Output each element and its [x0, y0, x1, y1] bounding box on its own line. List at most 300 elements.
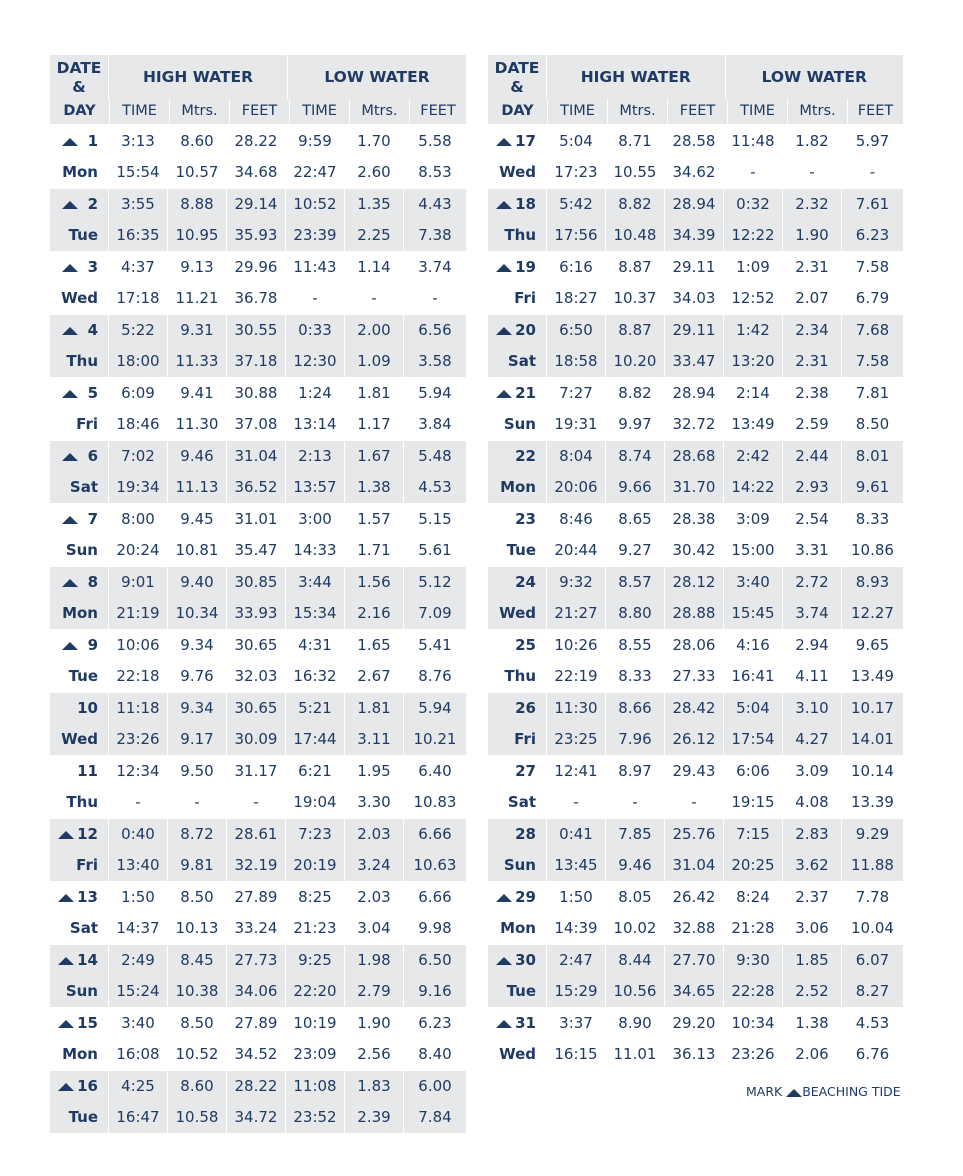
high-time-cell: 5:04 [547, 126, 606, 157]
low-mtrs-cell: 2.03 [345, 882, 404, 913]
table-row [50, 976, 466, 1007]
table-row [50, 1039, 466, 1070]
high-mtrs-cell: 10.37 [606, 283, 665, 314]
high-time-cell: 20:24 [109, 535, 168, 566]
table-row [488, 315, 903, 346]
day-number [488, 945, 547, 976]
table-row [50, 283, 466, 314]
low-feet-cell: 6.23 [418, 1014, 452, 1032]
low-mtrs-cell: 1.81 [345, 693, 404, 724]
day-group [488, 693, 903, 755]
high-feet-cell: 29.11 [665, 315, 724, 346]
low-mtrs-cell: 1.65 [345, 630, 404, 661]
high-mtrs-cell: 9.66 [606, 472, 665, 503]
low-feet-cell: 7.68 [855, 321, 890, 339]
high-time-cell: 15:24 [109, 976, 168, 1007]
low-mtrs-cell: 1.57 [345, 504, 404, 535]
day-number-value: 5 [87, 384, 98, 402]
low-time-cell: 9:30 [724, 945, 783, 976]
day-name: Sun [50, 976, 109, 1007]
day-number-value: 18 [515, 195, 536, 213]
high-mtrs-cell: 11.13 [168, 472, 227, 503]
day-name: Sun [50, 535, 109, 566]
low-time-cell: 1:24 [286, 378, 345, 409]
low-mtrs-cell: 1.38 [345, 472, 404, 503]
low-mtrs-cell: 2.38 [783, 378, 842, 409]
high-feet-cell: 25.76 [665, 819, 724, 850]
day-number: 28 [488, 819, 547, 850]
table-header [488, 55, 903, 99]
day-number [50, 1071, 109, 1102]
table-row [488, 819, 903, 850]
high-feet-cell: 29.96 [227, 252, 286, 283]
low-feet-cell: 5.12 [418, 573, 452, 591]
high-mtrs-cell: 8.57 [606, 567, 665, 598]
high-time-cell: 17:56 [547, 220, 606, 251]
high-mtrs-cell: 8.72 [168, 819, 227, 850]
high-mtrs-cell: 9.34 [168, 630, 227, 661]
day-number [488, 1008, 547, 1039]
low-time-cell: 10:52 [286, 189, 345, 220]
high-feet-cell: 27.89 [227, 882, 286, 913]
high-time-col-header: TIME [548, 99, 608, 124]
high-mtrs-cell: 10.58 [168, 1102, 227, 1133]
high-time-cell: 15:29 [547, 976, 606, 1007]
high-feet-cell: - [665, 787, 724, 818]
day-name: Tue [488, 535, 547, 566]
table-row [50, 787, 466, 818]
day-group [50, 756, 466, 818]
high-mtrs-cell: 8.50 [168, 1008, 227, 1039]
date-day-header: DATE & [50, 55, 109, 99]
high-feet-cell: 31.04 [227, 441, 286, 472]
low-mtrs-cell: 2.37 [783, 882, 842, 913]
table-row [488, 189, 903, 220]
high-time-cell: - [109, 787, 168, 818]
day-name: Mon [488, 913, 547, 944]
low-time-cell: 23:26 [724, 1039, 783, 1070]
low-feet-cell: 10.83 [413, 793, 457, 811]
day-number [50, 945, 109, 976]
day-number-value: 31 [515, 1014, 536, 1032]
low-time-cell: 1:42 [724, 315, 783, 346]
high-time-cell: 23:25 [547, 724, 606, 755]
low-time-cell: 21:28 [724, 913, 783, 944]
low-mtrs-cell: 2.44 [783, 441, 842, 472]
low-time-cell: 13:57 [286, 472, 345, 503]
day-number-value: 8 [87, 573, 98, 591]
low-time-cell: 12:52 [724, 283, 783, 314]
low-mtrs-cell: 1.81 [345, 378, 404, 409]
low-time-cell: - [724, 157, 783, 188]
table-row [488, 882, 903, 913]
day-group [488, 441, 903, 503]
legend-beaching-label: BEACHING TIDE [802, 1084, 901, 1099]
high-feet-cell: 29.20 [665, 1008, 724, 1039]
high-feet-cell: 31.70 [665, 472, 724, 503]
high-feet-cell: 28.94 [665, 378, 724, 409]
high-feet-cell: 37.08 [227, 409, 286, 440]
table-row [50, 315, 466, 346]
beaching-tide-icon [58, 894, 74, 902]
low-time-cell: 3:09 [724, 504, 783, 535]
day-name: Sun [488, 409, 547, 440]
low-time-col-header: TIME [290, 99, 350, 124]
low-time-cell: - [286, 283, 345, 314]
beaching-tide-legend [746, 1084, 901, 1099]
low-time-col-header: TIME [728, 99, 788, 124]
low-mtrs-cell: 2.31 [783, 346, 842, 377]
table-row [50, 724, 466, 755]
day-name: Sat [50, 472, 109, 503]
day-group [50, 1008, 466, 1070]
high-feet-cell: 34.03 [665, 283, 724, 314]
low-time-cell: 8:25 [286, 882, 345, 913]
low-time-cell: 10:34 [724, 1008, 783, 1039]
low-mtrs-cell: - [783, 157, 842, 188]
table-body [50, 126, 466, 1133]
low-mtrs-cell: 2.00 [345, 315, 404, 346]
low-feet-cell: 9.16 [418, 982, 452, 1000]
high-feet-cell: 28.42 [665, 693, 724, 724]
table-row [488, 346, 903, 377]
low-time-cell: 23:52 [286, 1102, 345, 1133]
low-mtrs-cell: 1.70 [345, 126, 404, 157]
high-mtrs-cell: 8.90 [606, 1008, 665, 1039]
low-feet-cell: 10.86 [851, 541, 894, 559]
low-feet-cell: 14.01 [851, 730, 894, 748]
low-mtrs-cell: 1.71 [345, 535, 404, 566]
high-mtrs-cell: 8.44 [606, 945, 665, 976]
beaching-tide-icon [58, 1020, 74, 1028]
day-number-value: 3 [87, 258, 98, 276]
day-group [488, 1008, 903, 1070]
table-row [50, 126, 466, 157]
low-feet-cell: 11.88 [851, 856, 894, 874]
table-row [488, 661, 903, 692]
tide-table-left [50, 55, 466, 1133]
high-time-col-header: TIME [110, 99, 170, 124]
low-mtrs-cell: 1.38 [783, 1008, 842, 1039]
low-feet-cell: 5.61 [418, 541, 452, 559]
day-number-value: 17 [515, 132, 536, 150]
day-name: Wed [488, 157, 547, 188]
high-water-header: HIGH WATER [109, 55, 288, 99]
high-time-cell: 16:15 [547, 1039, 606, 1070]
low-time-cell: 14:22 [724, 472, 783, 503]
table-row [488, 441, 903, 472]
high-time-cell: 22:18 [109, 661, 168, 692]
high-mtrs-cell: 11.01 [606, 1039, 665, 1070]
low-mtrs-cell: 2.60 [345, 157, 404, 188]
table-row [50, 661, 466, 692]
day-name: Mon [50, 598, 109, 629]
beaching-tide-icon [496, 390, 512, 398]
low-feet-cell: 7.58 [855, 258, 890, 276]
beaching-tide-icon [62, 516, 78, 524]
high-time-cell: 9:32 [547, 567, 606, 598]
day-number-value: 1 [87, 132, 98, 150]
high-feet-cell: 30.65 [227, 630, 286, 661]
day-number-value: 4 [87, 321, 98, 339]
low-time-cell: 11:48 [724, 126, 783, 157]
low-time-cell: 12:30 [286, 346, 345, 377]
high-time-cell: 6:50 [547, 315, 606, 346]
table-subheader [488, 99, 903, 125]
low-time-cell: 20:25 [724, 850, 783, 881]
beaching-tide-icon [496, 327, 512, 335]
high-feet-cell: 35.47 [227, 535, 286, 566]
high-mtrs-cell: 8.33 [606, 661, 665, 692]
day-group [488, 756, 903, 818]
low-feet-cell: 6.79 [855, 289, 890, 307]
table-row [50, 913, 466, 944]
day-group [488, 819, 903, 881]
low-feet-cell: 5.58 [418, 132, 452, 150]
high-mtrs-cell: 8.87 [606, 252, 665, 283]
day-number [488, 126, 547, 157]
low-feet-cell: 7.84 [418, 1108, 452, 1126]
low-mtrs-col-header: Mtrs. [350, 99, 410, 124]
day-name: Fri [488, 283, 547, 314]
day-number-value: 19 [515, 258, 536, 276]
table-row [50, 346, 466, 377]
day-name: Tue [50, 220, 109, 251]
table-row [488, 1039, 903, 1070]
high-time-cell: 18:27 [547, 283, 606, 314]
high-time-cell: 1:50 [547, 882, 606, 913]
low-feet-cell: 5.48 [418, 447, 452, 465]
high-feet-cell: 29.43 [665, 756, 724, 787]
day-name: Wed [488, 1039, 547, 1070]
day-number [50, 126, 109, 157]
low-mtrs-cell: 1.95 [345, 756, 404, 787]
low-time-cell: 13:14 [286, 409, 345, 440]
table-row [488, 693, 903, 724]
table-row [488, 378, 903, 409]
high-time-cell: 11:18 [109, 693, 168, 724]
day-group [50, 504, 466, 566]
high-time-cell: 17:23 [547, 157, 606, 188]
high-time-cell: 14:37 [109, 913, 168, 944]
low-time-cell: 15:00 [724, 535, 783, 566]
low-feet-cell: 13.39 [851, 793, 894, 811]
high-feet-cell: 28.88 [665, 598, 724, 629]
table-row [488, 409, 903, 440]
low-mtrs-cell: 2.07 [783, 283, 842, 314]
high-feet-cell: 31.04 [665, 850, 724, 881]
high-time-cell: 20:06 [547, 472, 606, 503]
day-name: Sat [50, 913, 109, 944]
low-feet-cell: 8.53 [418, 163, 452, 181]
beaching-tide-icon [62, 642, 78, 650]
high-time-cell: 4:25 [109, 1071, 168, 1102]
low-feet-cell: 7.38 [418, 226, 452, 244]
low-time-cell: 16:41 [724, 661, 783, 692]
low-mtrs-cell: 3.06 [783, 913, 842, 944]
beaching-tide-icon [58, 957, 74, 965]
low-mtrs-cell: 2.59 [783, 409, 842, 440]
low-mtrs-cell: 2.52 [783, 976, 842, 1007]
low-mtrs-cell: 1.85 [783, 945, 842, 976]
high-feet-cell: 34.06 [227, 976, 286, 1007]
day-number-value: 20 [515, 321, 536, 339]
day-group [50, 567, 466, 629]
day-number-value: 9 [87, 636, 98, 654]
low-mtrs-cell: 2.79 [345, 976, 404, 1007]
day-name: Thu [50, 346, 109, 377]
high-mtrs-cell: 10.95 [168, 220, 227, 251]
high-feet-cell: 28.12 [665, 567, 724, 598]
beaching-tide-icon [62, 264, 78, 272]
high-time-cell: 5:22 [109, 315, 168, 346]
day-number: 10 [50, 693, 109, 724]
high-mtrs-cell: 10.56 [606, 976, 665, 1007]
table-row [488, 630, 903, 661]
day-name: Wed [50, 724, 109, 755]
high-feet-cell: 27.73 [227, 945, 286, 976]
low-time-cell: 10:19 [286, 1008, 345, 1039]
day-number [488, 378, 547, 409]
day-number: 25 [488, 630, 547, 661]
low-feet-cell: 8.27 [855, 982, 890, 1000]
day-number: 27 [488, 756, 547, 787]
table-row [50, 630, 466, 661]
low-mtrs-cell: 4.08 [783, 787, 842, 818]
day-number [50, 819, 109, 850]
day-group [50, 378, 466, 440]
day-group [488, 315, 903, 377]
low-mtrs-cell: 3.30 [345, 787, 404, 818]
high-time-cell: 6:16 [547, 252, 606, 283]
low-time-cell: 15:45 [724, 598, 783, 629]
high-time-cell: 16:08 [109, 1039, 168, 1070]
low-feet-cell: 9.29 [855, 825, 890, 843]
table-row [488, 157, 903, 188]
high-time-cell: 0:41 [547, 819, 606, 850]
low-mtrs-cell: 1.67 [345, 441, 404, 472]
day-group [488, 567, 903, 629]
high-mtrs-cell: 10.20 [606, 346, 665, 377]
high-time-cell: 22:19 [547, 661, 606, 692]
high-time-cell: 13:45 [547, 850, 606, 881]
day-number-value: 13 [77, 888, 98, 906]
high-mtrs-cell: 10.13 [168, 913, 227, 944]
day-name: Thu [488, 661, 547, 692]
day-number-value: 21 [515, 384, 536, 402]
high-mtrs-cell: 8.60 [168, 126, 227, 157]
low-time-cell: 7:15 [724, 819, 783, 850]
low-water-header: LOW WATER [761, 68, 867, 86]
high-feet-col-header: FEET [668, 99, 728, 124]
day-group [50, 252, 466, 314]
low-feet-cell: 10.63 [413, 856, 457, 874]
high-mtrs-cell: 10.38 [168, 976, 227, 1007]
low-time-cell: 2:14 [724, 378, 783, 409]
day-number-value: 30 [515, 951, 536, 969]
high-time-cell: 13:40 [109, 850, 168, 881]
high-feet-cell: 33.93 [227, 598, 286, 629]
high-mtrs-cell: 11.33 [168, 346, 227, 377]
low-mtrs-cell: 1.14 [345, 252, 404, 283]
day-number [488, 189, 547, 220]
low-feet-cell: 6.07 [855, 951, 890, 969]
table-row [50, 567, 466, 598]
low-time-cell: 12:22 [724, 220, 783, 251]
day-group [50, 1071, 466, 1133]
high-feet-cell: 30.65 [227, 693, 286, 724]
low-mtrs-cell: 3.04 [345, 913, 404, 944]
low-feet-cell: 4.53 [855, 1014, 890, 1032]
day-number-value: 12 [77, 825, 98, 843]
day-number [488, 315, 547, 346]
low-feet-cell: 6.76 [855, 1045, 890, 1063]
day-group [488, 882, 903, 944]
low-time-cell: 21:23 [286, 913, 345, 944]
high-time-cell: 7:27 [547, 378, 606, 409]
day-name: Thu [488, 220, 547, 251]
table-row [50, 1071, 466, 1102]
day-group [50, 945, 466, 1007]
low-time-cell: 3:44 [286, 567, 345, 598]
table-row [50, 220, 466, 251]
high-time-cell: 15:54 [109, 157, 168, 188]
low-feet-cell: 5.41 [418, 636, 452, 654]
low-mtrs-cell: 2.94 [783, 630, 842, 661]
high-mtrs-cell: 9.45 [168, 504, 227, 535]
high-feet-cell: 32.88 [665, 913, 724, 944]
high-time-cell: 3:40 [109, 1008, 168, 1039]
high-mtrs-cell: 8.88 [168, 189, 227, 220]
low-feet-cell: 3.58 [418, 352, 452, 370]
low-feet-cell: 6.66 [418, 888, 452, 906]
high-mtrs-cell: - [606, 787, 665, 818]
beaching-tide-icon [496, 894, 512, 902]
day-group [50, 882, 466, 944]
low-feet-cell: 5.94 [418, 699, 452, 717]
high-mtrs-cell: 8.74 [606, 441, 665, 472]
low-mtrs-cell: 1.82 [783, 126, 842, 157]
low-time-cell: 17:44 [286, 724, 345, 755]
beaching-tide-icon [62, 327, 78, 335]
high-time-cell: 12:41 [547, 756, 606, 787]
low-time-cell: 9:59 [286, 126, 345, 157]
high-time-cell: 21:27 [547, 598, 606, 629]
low-mtrs-cell: 2.31 [783, 252, 842, 283]
high-time-cell: 14:39 [547, 913, 606, 944]
high-time-cell: 5:42 [547, 189, 606, 220]
day-number: 11 [50, 756, 109, 787]
day-number [50, 378, 109, 409]
low-time-cell: 1:09 [724, 252, 783, 283]
low-time-cell: 23:39 [286, 220, 345, 251]
table-row [488, 283, 903, 314]
high-time-cell: 7:02 [109, 441, 168, 472]
high-mtrs-col-header: Mtrs. [170, 99, 230, 124]
table-row [50, 504, 466, 535]
low-mtrs-cell: - [345, 283, 404, 314]
high-mtrs-cell: 9.46 [606, 850, 665, 881]
high-feet-cell: 29.14 [227, 189, 286, 220]
table-row [488, 535, 903, 566]
table-row [488, 504, 903, 535]
day-col-header: DAY [488, 99, 548, 124]
low-mtrs-cell: 4.27 [783, 724, 842, 755]
high-mtrs-cell: 10.02 [606, 913, 665, 944]
table-row [50, 693, 466, 724]
high-time-cell: 0:40 [109, 819, 168, 850]
low-mtrs-cell: 3.11 [345, 724, 404, 755]
